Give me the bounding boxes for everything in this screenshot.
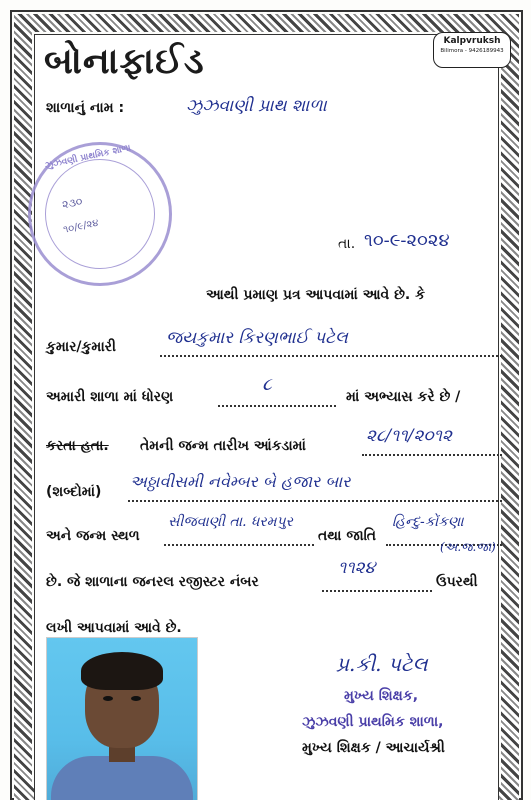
school-name-label: શાળાનું નામ :: [46, 100, 125, 116]
caste-label: તથા જાતિ: [318, 528, 377, 544]
birthplace-value: સીજવાણી તા. ધરમપુર: [168, 514, 293, 530]
intro-line: આથી પ્રમાણ પ્રત્ર આપવામાં આવે છે. કે: [206, 287, 426, 303]
student-label: કુમાર/કુમારી: [46, 339, 116, 355]
student-photo: [46, 637, 198, 800]
photo-left-eye: [103, 696, 113, 701]
standard-suffix: માં અભ્યાસ કરે છે /: [346, 389, 461, 405]
closing-line: લખી આપવામાં આવે છે.: [46, 620, 182, 636]
words-dotted-line: [128, 500, 502, 502]
certificate-title: બોનાફાઈડ: [44, 40, 205, 82]
photo-hair: [81, 652, 163, 690]
register-suffix: ઉપરથી: [436, 574, 478, 590]
logo-brand: Kalpvruksh: [443, 36, 501, 46]
words-label: (શબ્દોમાં): [46, 484, 102, 500]
photo-right-eye: [131, 696, 141, 701]
caste-note: (અ.જ.જા): [440, 540, 496, 554]
stamp-school-title: ઝુઝવણી પ્રાથમિક શાળા,: [302, 714, 444, 730]
struck-label: કરતા હતા.: [46, 438, 109, 454]
publisher-logo: [433, 32, 511, 68]
caste-value: હિન્દુ-કોંકણા: [392, 514, 464, 530]
dob-label: તેમની જન્મ તારીખ આંકડામાં: [140, 438, 306, 454]
register-value: ૧૧૨૪: [338, 558, 376, 578]
date-value: ૧૦-૯-૨૦૨૪: [364, 230, 450, 251]
register-label: છે. જે શાળાના જનરલ રજીસ્ટર નંબર: [46, 574, 259, 590]
photo-shirt: [51, 756, 193, 800]
birthplace-dotted-line: [164, 544, 314, 546]
birthplace-label: અને જન્મ સ્થળ: [46, 528, 140, 544]
register-dotted-line: [322, 590, 432, 592]
student-name: જયકુમાર કિરણભાઈ પટેલ: [166, 328, 348, 348]
principal-signature: પ્ર.કી. પટેલ: [336, 652, 428, 676]
stamp-principal-title: મુખ્ય શિક્ષક,: [344, 688, 419, 704]
dob-value: ૨૮/૧૧/૨૦૧૨: [366, 426, 452, 446]
student-dotted-line: [160, 355, 502, 357]
logo-subtitle: Bilimora - 9426189943: [440, 48, 504, 54]
dob-dotted-line: [362, 454, 502, 456]
standard-dotted-line: [218, 405, 336, 407]
dob-words: અઠ્ઠાવીસમી નવેમ્બર બે હજાર બાર: [130, 472, 351, 491]
date-label: તા.: [338, 236, 356, 252]
standard-value: ૮: [262, 374, 272, 395]
stamp-school-name: ઝુઝવણી પ્રાથમિક શાળા: [44, 143, 132, 172]
stamp-date: ૧૦/૯/૨૪: [62, 217, 100, 236]
stamp-number: ૨૩૦: [60, 194, 84, 212]
standard-label: અમારી શાળા માં ધોરણ: [46, 389, 174, 405]
school-name-value: ઝુઝવાણી પ્રાથ શાળા: [186, 96, 327, 116]
signatory-label: મુખ્ય શિક્ષક / આચાર્યશ્રી: [302, 740, 445, 756]
